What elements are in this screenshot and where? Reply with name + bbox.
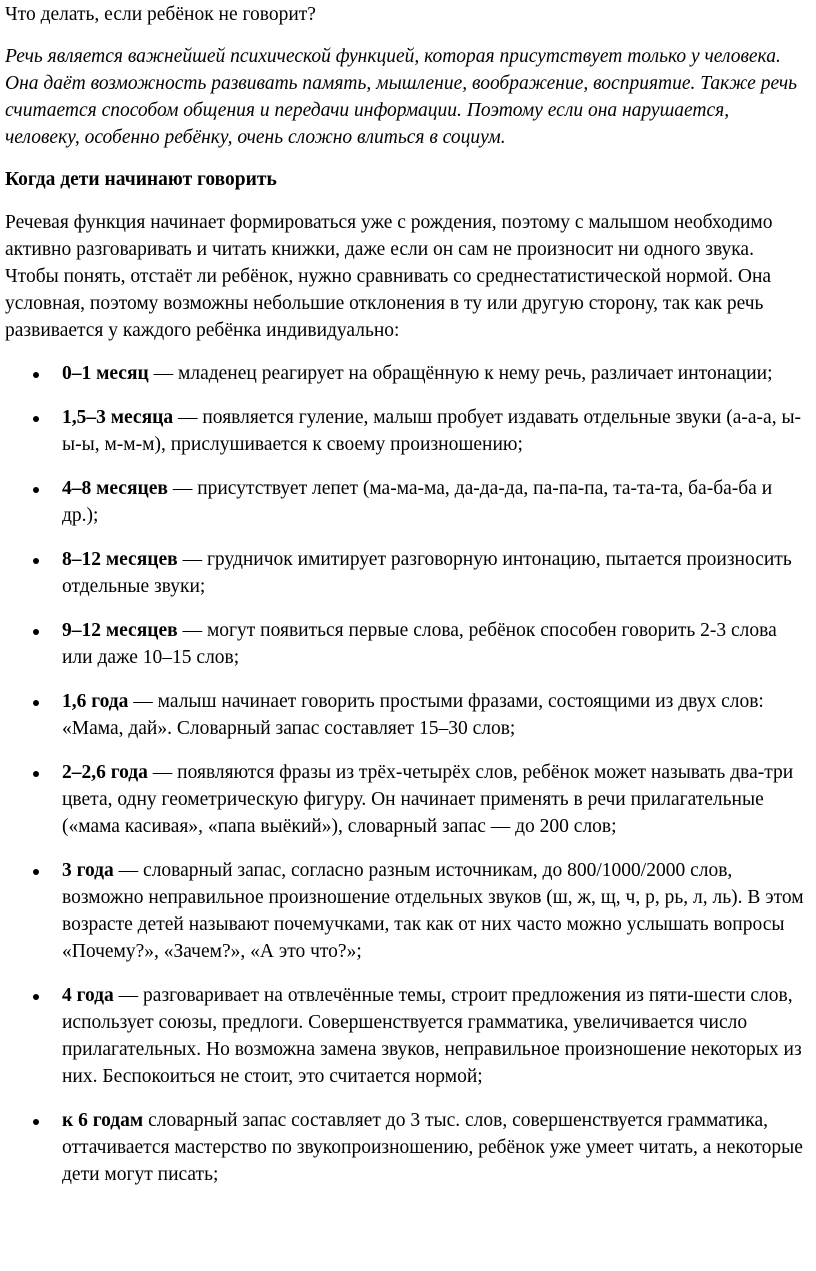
milestone-age: 1,6 года	[62, 691, 129, 712]
bullet-icon	[33, 700, 39, 706]
list-item	[5, 617, 808, 671]
intro-paragraph: Речевая функция начинает формироваться уже с рождения, поэтому с малышом необходимо активно разговаривать и читать книжки, даже если он сам не произносит ни одного звука. Чтобы понять, отстаёт ли ребёнок, нужно сравнивать со среднестатистической нормой. Она условная, поэтому возможны небольшие отклонения в ту или другую сторону, так как речь развивается у каждого ребёнка индивидуально:	[5, 212, 773, 341]
milestone-text: — младенец реагирует на обращённую к нему речь, различает интонации;	[148, 363, 773, 384]
milestone-age: 0–1 месяц	[62, 363, 149, 384]
milestone-text: — разговаривает на отвлечённые темы, строит предложения из пяти-шести слов, использует союзы, предлоги. Совершенствуется грамматика, увеличивается число прилагательных. Но возможна замена звуков, неправильное произношение некоторых из них. Беспокоиться не стоит, это считается нормой;	[62, 985, 802, 1087]
bullet-icon	[33, 771, 39, 777]
milestone-text: — могут появиться первые слова, ребёнок способен говорить 2-3 слова или даже 10–15 слов;	[62, 620, 777, 668]
bullet-icon	[33, 994, 39, 1000]
bullet-icon	[33, 487, 39, 493]
milestone-age: 3 года	[62, 860, 114, 881]
list-item	[5, 475, 808, 529]
milestone-age: 1,5–3 месяца	[62, 407, 174, 428]
milestone-text: — появляется гуление, малыш пробует издавать отдельные звуки (а-а-а, ы-ы-ы, м-м-м), прислушивается к своему произношению;	[62, 407, 802, 455]
section-heading: Когда дети начинают говорить	[5, 169, 277, 190]
milestone-age: к 6 годам	[62, 1110, 144, 1131]
milestone-age: 4 года	[62, 985, 114, 1006]
milestone-age: 8–12 месяцев	[62, 549, 178, 570]
milestone-text: — малыш начинает говорить простыми фразами, состоящими из двух слов: «Мама, дай». Словарный запас составляет 15–30 слов;	[62, 691, 764, 739]
list-item	[5, 360, 808, 387]
lead-paragraph: Речь является важнейшей психической функцией, которая присутствует только у человека. Она даёт возможность развивать память, мышление, воображение, восприятие. Также речь считается способом общения и передачи информации. Поэтому если она нарушается, человеку, особенно ребёнку, очень сложно влиться в социум.	[5, 46, 798, 148]
list-item	[5, 759, 808, 840]
list-item	[5, 857, 808, 965]
bullet-icon	[33, 558, 39, 564]
milestone-text: — присутствует лепет (ма-ма-ма, да-да-да, па-па-па, та-та-та, ба-ба-ба и др.);	[62, 478, 773, 526]
milestone-text: — словарный запас, согласно разным источникам, до 800/1000/2000 слов, возможно неправильное произношение отдельных звуков (ш, ж, щ, ч, р, рь, л, ль). В этом возрасте детей называют почемучками, так как от них часто можно услышать вопросы «Почему?», «Зачем?», «А это что?»;	[62, 860, 804, 962]
bullet-icon	[33, 372, 39, 378]
milestone-text: — грудничок имитирует разговорную интонацию, пытается произносить отдельные звуки;	[62, 549, 792, 597]
bullet-icon	[33, 869, 39, 875]
bullet-icon	[33, 629, 39, 635]
list-item	[5, 404, 808, 458]
document-title: Что делать, если ребёнок не говорит?	[5, 4, 316, 25]
bullet-icon	[33, 1119, 39, 1125]
list-item	[5, 688, 808, 742]
bullet-icon	[33, 416, 39, 422]
milestone-age: 2–2,6 года	[62, 762, 148, 783]
milestone-age: 4–8 месяцев	[62, 478, 168, 499]
list-item	[5, 546, 808, 600]
milestone-text: — появляются фразы из трёх-четырёх слов, ребёнок может называть два-три цвета, одну геометрическую фигуру. Он начинает применять в речи прилагательные («мама касивая», «папа выёкий»), словарный запас — до 200 слов;	[62, 762, 794, 837]
list-item	[5, 1107, 808, 1188]
milestone-age: 9–12 месяцев	[62, 620, 178, 641]
list-item	[5, 982, 808, 1090]
milestone-list	[5, 360, 808, 1188]
milestone-text: словарный запас составляет до 3 тыс. слов, совершенствуется грамматика, оттачивается мастерство по звукопроизношению, ребёнок уже умеет читать, а некоторые дети могут писать;	[62, 1110, 803, 1185]
